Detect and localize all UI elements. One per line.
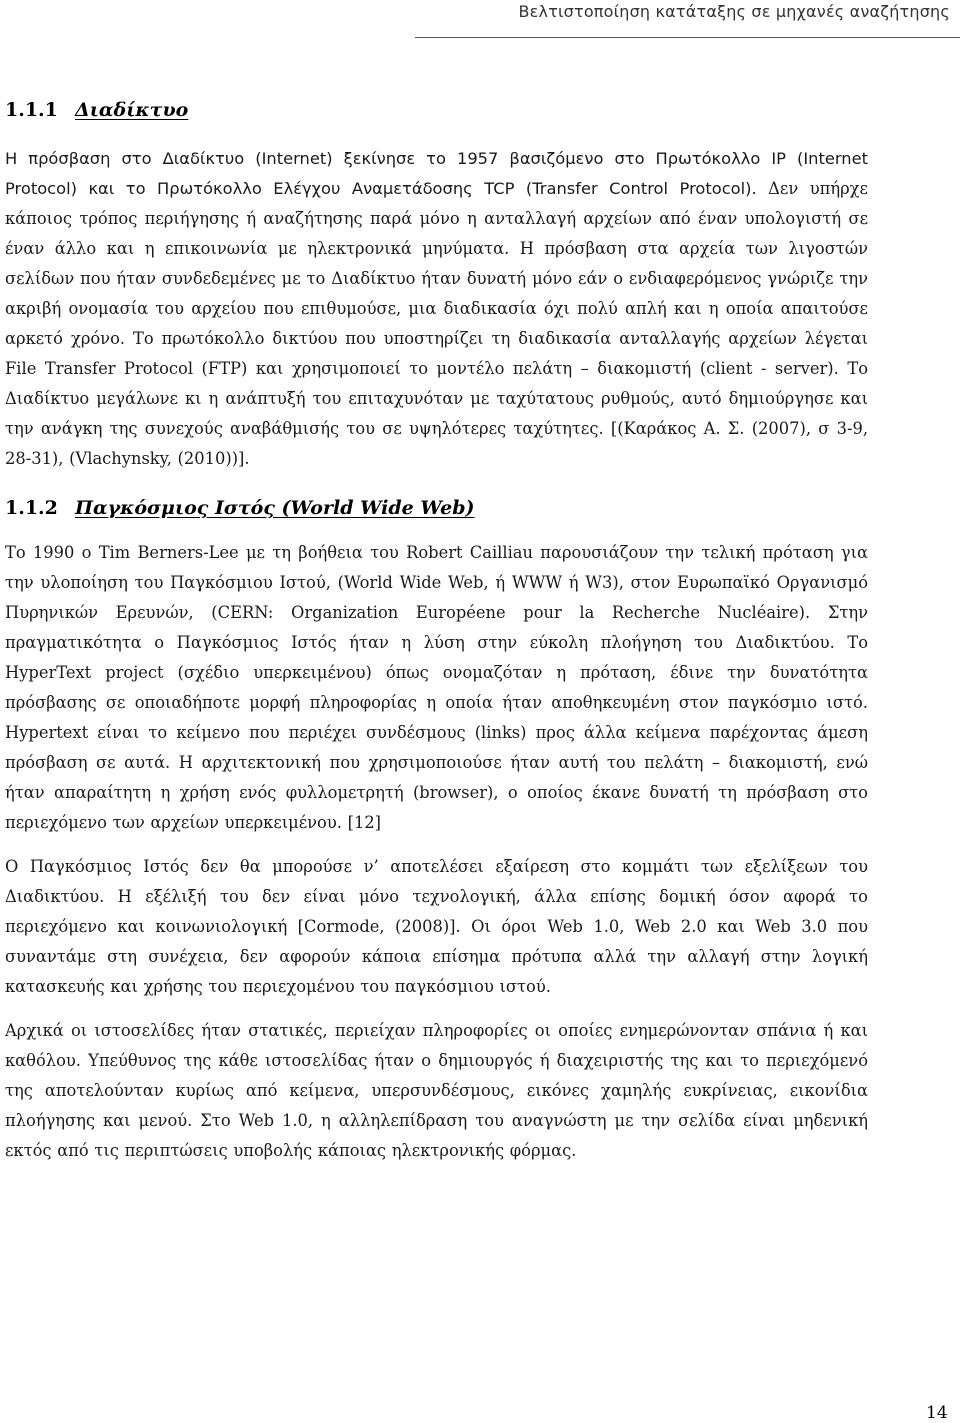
section-title: Παγκόσμιος Ιστός (World Wide Web) [75,497,475,519]
paragraph-web-evolution: Ο Παγκόσμιος Ιστός δεν θα μπορούσε ν’ αποτελέσει εξαίρεση στο κομμάτι των εξελίξεων του Διαδικτύου. Η εξέλιξή του δεν είναι μόνο τεχνολογική, άλλα επίσης δομική όσον αφορά το περιεχόμενο και κοινωνιολογική [Cormode, (2008)]. Οι όροι Web 1.0, Web 2.0 και Web 3.0 που συναντάμε στη συνέχεια, δεν αφορούν κάποια επίσημα πρότυπα αλλά την αλλαγή στην λογική κατασκευής και χρήσης του περιεχομένου του παγκόσμιου ιστού. [5,857,868,996]
page-body [5,94,868,1180]
paragraph-text-sans: Η πρόσβαση στο Διαδίκτυο (Internet) ξεκίνησε το 1957 βασιζόμενο στο Πρωτόκολλο IP (Internet Protocol) και το Πρωτόκολλο Ελέγχου Αναμετάδοσης TCP (Transfer Control Protocol). [5,149,868,198]
paragraph-internet-history [5,144,868,474]
section-number: 1.1.1 [5,99,58,121]
paragraph-www-origin: Το 1990 ο Tim Berners-Lee με τη βοήθεια του Robert Cailliau παρουσιάζουν την τελική πρόταση για την υλοποίηση του Παγκόσμιου Ιστού, (World Wide Web, ή WWW ή W3), στον Ευρωπαϊκό Οργανισμό Πυρηνικών Ερευνών, (CERN: Organization Européene pour la Recherche Nucléaire). Στην πραγματικότητα ο Παγκόσμιος Ιστός ήταν η λύση στην εύκολη πλοήγηση του Διαδικτύου. Το HyperText project (σχέδιο υπερκειμένου) όπως ονομαζόταν η πρόταση, έδινε την δυνατότητα πρόσβασης σε οποιαδήποτε μορφή πληροφορίας η οποία ήταν αποθηκευμένη στον παγκόσμιο ιστό. Hypertext είναι το κείμενο που περιέχει συνδέσμους (links) προς άλλα κείμενα παρέχοντας άμεση πρόσβαση σε αυτά. Η αρχιτεκτονική που χρησιμοποιούσε ήταν αυτή του πελάτη – διακομιστή, ενώ ήταν απαραίτητη η χρήση ενός φυλλομετρητή (browser), ο οποίος έκανε δυνατή τη πρόσβαση στο περιεχόμενο των αρχείων υπερκειμένου. [12] [5,543,868,832]
header-rule [415,37,960,38]
paragraph-web-1-0: Αρχικά οι ιστοσελίδες ήταν στατικές, περιείχαν πληροφορίες οι οποίες ενημερώνονταν σπάνια ή και καθόλου. Υπεύθυνος της κάθε ιστοσελίδας ήταν ο δημιουργός ή διαχειριστής της και το περιεχόμενό της αποτελούνταν κυρίως από κείμενα, υπερσυνδέσμους, εικόνες χαμηλής ευκρίνειας, εικονίδια πλοήγησης και μενού. Στο Web 1.0, η αλληλεπίδραση του αναγνώστη με την σελίδα είναι μηδενική εκτός από τις περιπτώσεις υποβολής κάποιας ηλεκτρονικής φόρμας. [5,1021,868,1160]
paragraph-text: Δεν υπήρχε κάποιος τρόπος περιήγησης ή αναζήτησης παρά μόνο η ανταλλαγή αρχείων από έναν υπολογιστή σε έναν άλλο και η επικοινωνία με ηλεκτρονικά μηνύματα. Η πρόσβαση στα αρχεία των λιγοστών σελίδων που ήταν συνδεδεμένες με το Διαδίκτυο ήταν δυνατή μόνο εάν ο ενδιαφερόμενος γνώριζε την ακριβή ονομασία του αρχείου που επιθυμούσε, μια διαδικασία όχι πολύ απλή και η οποία απαιτούσε αρκετό χρόνο. Το πρωτόκολλο δικτύου που υποστηρίζει τη διαδικασία ανταλλαγής αρχείων λέγεται File Transfer Protocol (FTP) και χρησιμοποιεί το μοντέλο πελάτη – διακομιστή (client - server). Το Διαδίκτυο μεγάλωνε κι η ανάπτυξή του επιταχυνόταν με ταχύτατους ρυθμούς, αυτό δημιούργησε και την ανάγκη της συνεχούς αναβάθμισής του σε υψηλότερες ταχύτητες. [(Καράκος Α. Σ. (2007), σ 3-9, 28-31), (Vlachynsky, (2010))]. [5,179,868,468]
page-number: 14 [926,1403,948,1423]
section-number: 1.1.2 [5,497,58,519]
section-heading-www [5,492,868,524]
running-header: Βελτιστοποίηση κατάταξης σε μηχανές αναζήτησης [518,2,950,21]
section-heading-internet [5,94,868,126]
section-title: Διαδίκτυο [75,99,189,121]
